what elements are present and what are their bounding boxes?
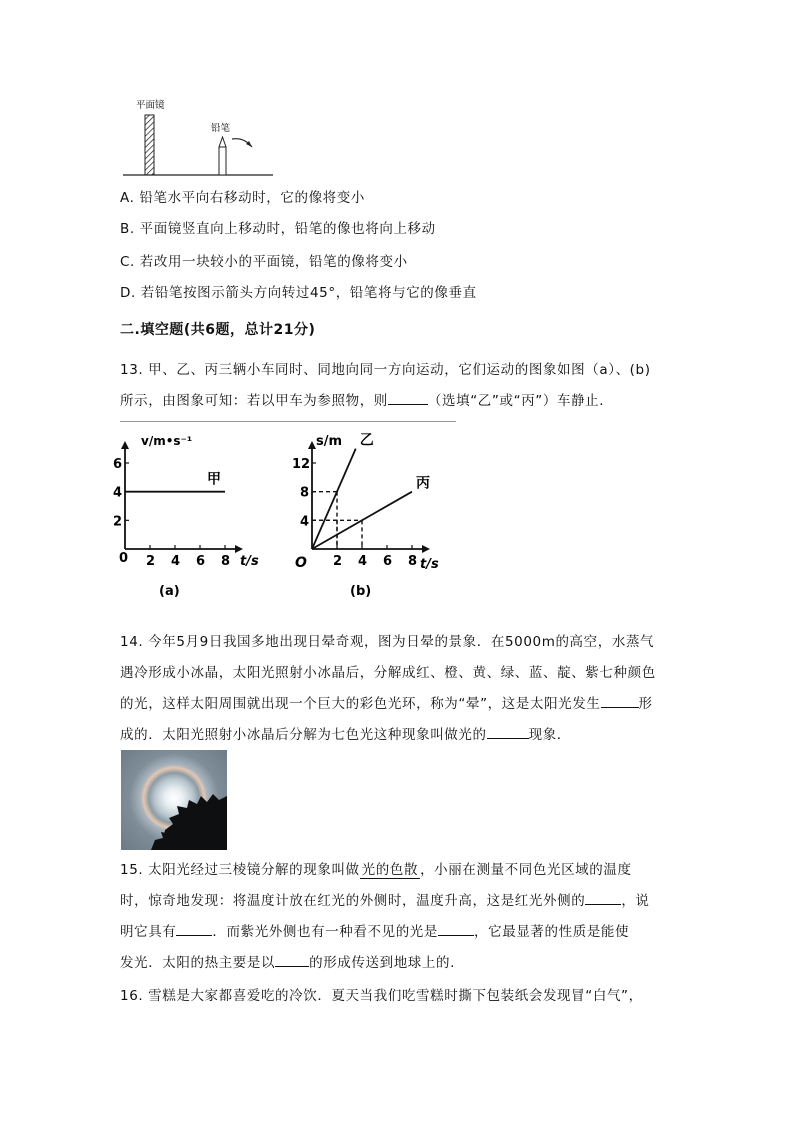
chart-a-caption: (a) [159,584,180,599]
q15-line4-post: 的形成传送到地球上的. [309,955,456,971]
y-tick-label: 4 [300,514,310,530]
chart-a-origin: 0 [119,551,129,566]
chart-a-xlabel: t/s [240,554,259,569]
q15-line1-post: ，小丽在测量不同色光区域的温度 [420,862,632,878]
option-b: B. 平面镜竖直向上移动时，铅笔的像也将向上移动 [120,221,436,237]
q14-line2: 遇冷形成小冰晶，太阳光照射小冰晶后，分解成红、橙、黄、绿、蓝、靛、紫七种颜色 [120,665,656,681]
q14-line3-post: 形 [638,696,653,712]
mirror-label: 平面镜 [136,100,165,111]
x-tick-label: 6 [196,554,206,569]
q15-line4 [120,951,455,971]
x-tick-label: 2 [146,554,156,569]
series-label: 甲 [207,471,221,488]
sun-halo-photo [121,750,227,850]
q15-line2 [120,889,650,909]
x-axis-arrow-icon [235,545,243,553]
chart-a [115,425,275,605]
q15-blank-4[interactable] [275,952,309,967]
chart-b [280,425,460,605]
x-tick-label: 4 [358,554,368,569]
y-tick-label: 4 [113,485,123,501]
q15-blank-3[interactable] [438,921,474,936]
chart-b-ylabel: s/m [316,434,343,449]
q14-blank-2[interactable] [487,724,529,739]
series-label: 丙 [416,475,430,492]
q15-line1-pre: 15. 太阳光经过三棱镜分解的现象叫做 [120,862,360,878]
q15-line2-pre: 时，惊奇地发现：将温度计放在红光的外侧时，温度升高，这是红光外侧的 [120,893,586,909]
mirror-pencil-figure [118,95,278,180]
y-tick-label: 8 [300,485,310,501]
x-tick-label: 8 [408,554,418,569]
q15-blank-2[interactable] [176,921,212,936]
q14-line3 [120,692,653,712]
q13-text-post: （选填“乙”或“丙”）车静止. [427,393,605,409]
q14-line4-post: 现象． [528,727,571,743]
q13-line2 [120,389,604,409]
chart-a-ylabel: v/m•s⁻¹ [141,434,193,448]
option-d: D. 若铅笔按图示箭头方向转过45°，铅笔将与它的像垂直 [120,285,477,301]
q15-line2-post: ，说 [621,893,650,909]
pencil-label: 铅笔 [211,123,231,134]
q15-line3-c: ，它最显著的性质是能使 [474,924,630,940]
option-a: A. 铅笔水平向右移动时，它的像将变小 [120,190,365,206]
x-tick-label: 8 [221,554,231,569]
pencil-shape [219,137,226,175]
chart-b-caption: (b) [350,584,372,599]
section-heading: 二.填空题(共6题，总计21分) [120,322,316,338]
q14-blank-1[interactable] [601,693,639,708]
q14-line3-pre: 的光，这样太阳周围就出现一个巨大的彩色光环，称为“晕”，这是太阳光发生 [120,696,601,712]
q14-line4 [120,723,571,743]
chart-b-origin: O [295,555,307,571]
series-label: 乙 [359,432,374,449]
x-tick-label: 2 [333,554,343,569]
q15-line3-a: 明它具有 [120,924,177,940]
q16-line1: 16. 雪糕是大家都喜爱吃的冷饮．夏天当我们吃雪糕时撕下包装纸会发现冒“白气”， [120,988,643,1004]
q14-line1: 14. 今年5月9日我国多地出现日晕奇观，图为日晕的景象．在5000m的高空，水蒸气 [120,634,655,650]
plane-mirror [145,115,154,175]
q15-line3-b: ．而紫光外侧也有一种看不见的光是 [212,924,439,940]
q15-line4-pre: 发光．太阳的热主要是以 [120,955,276,971]
y-axis-arrow-icon [121,441,129,449]
y-tick-label: 2 [113,514,123,530]
option-c: C. 若改用一块较小的平面镜，铅笔的像将变小 [120,254,408,270]
q15-line1 [120,858,632,878]
figure-divider [120,421,456,422]
q15-answer: 光的色散 [361,862,419,878]
tree-silhouette [121,750,227,850]
q13-text-pre: 所示，由图象可知：若以甲车为参照物，则 [120,393,388,409]
y-axis-arrow-icon [308,441,316,449]
x-tick-label: 6 [383,554,393,569]
y-tick-label: 6 [113,457,123,472]
q13-answer-blank[interactable] [388,390,428,405]
q15-blank-1[interactable] [585,890,621,905]
series-line [312,449,356,549]
q13-line1: 13. 甲、乙、丙三辆小车同时、同地向同一方向运动，它们运动的图象如图（a）、(b) [120,362,651,378]
x-axis-arrow-icon [422,545,430,553]
q15-line3 [120,920,629,940]
q14-line4-pre: 成的．太阳光照射小冰晶后分解为七色光这种现象叫做光的 [120,727,487,743]
y-tick-label: 12 [292,457,311,472]
x-tick-label: 4 [171,554,181,569]
chart-b-xlabel: t/s [420,557,439,572]
